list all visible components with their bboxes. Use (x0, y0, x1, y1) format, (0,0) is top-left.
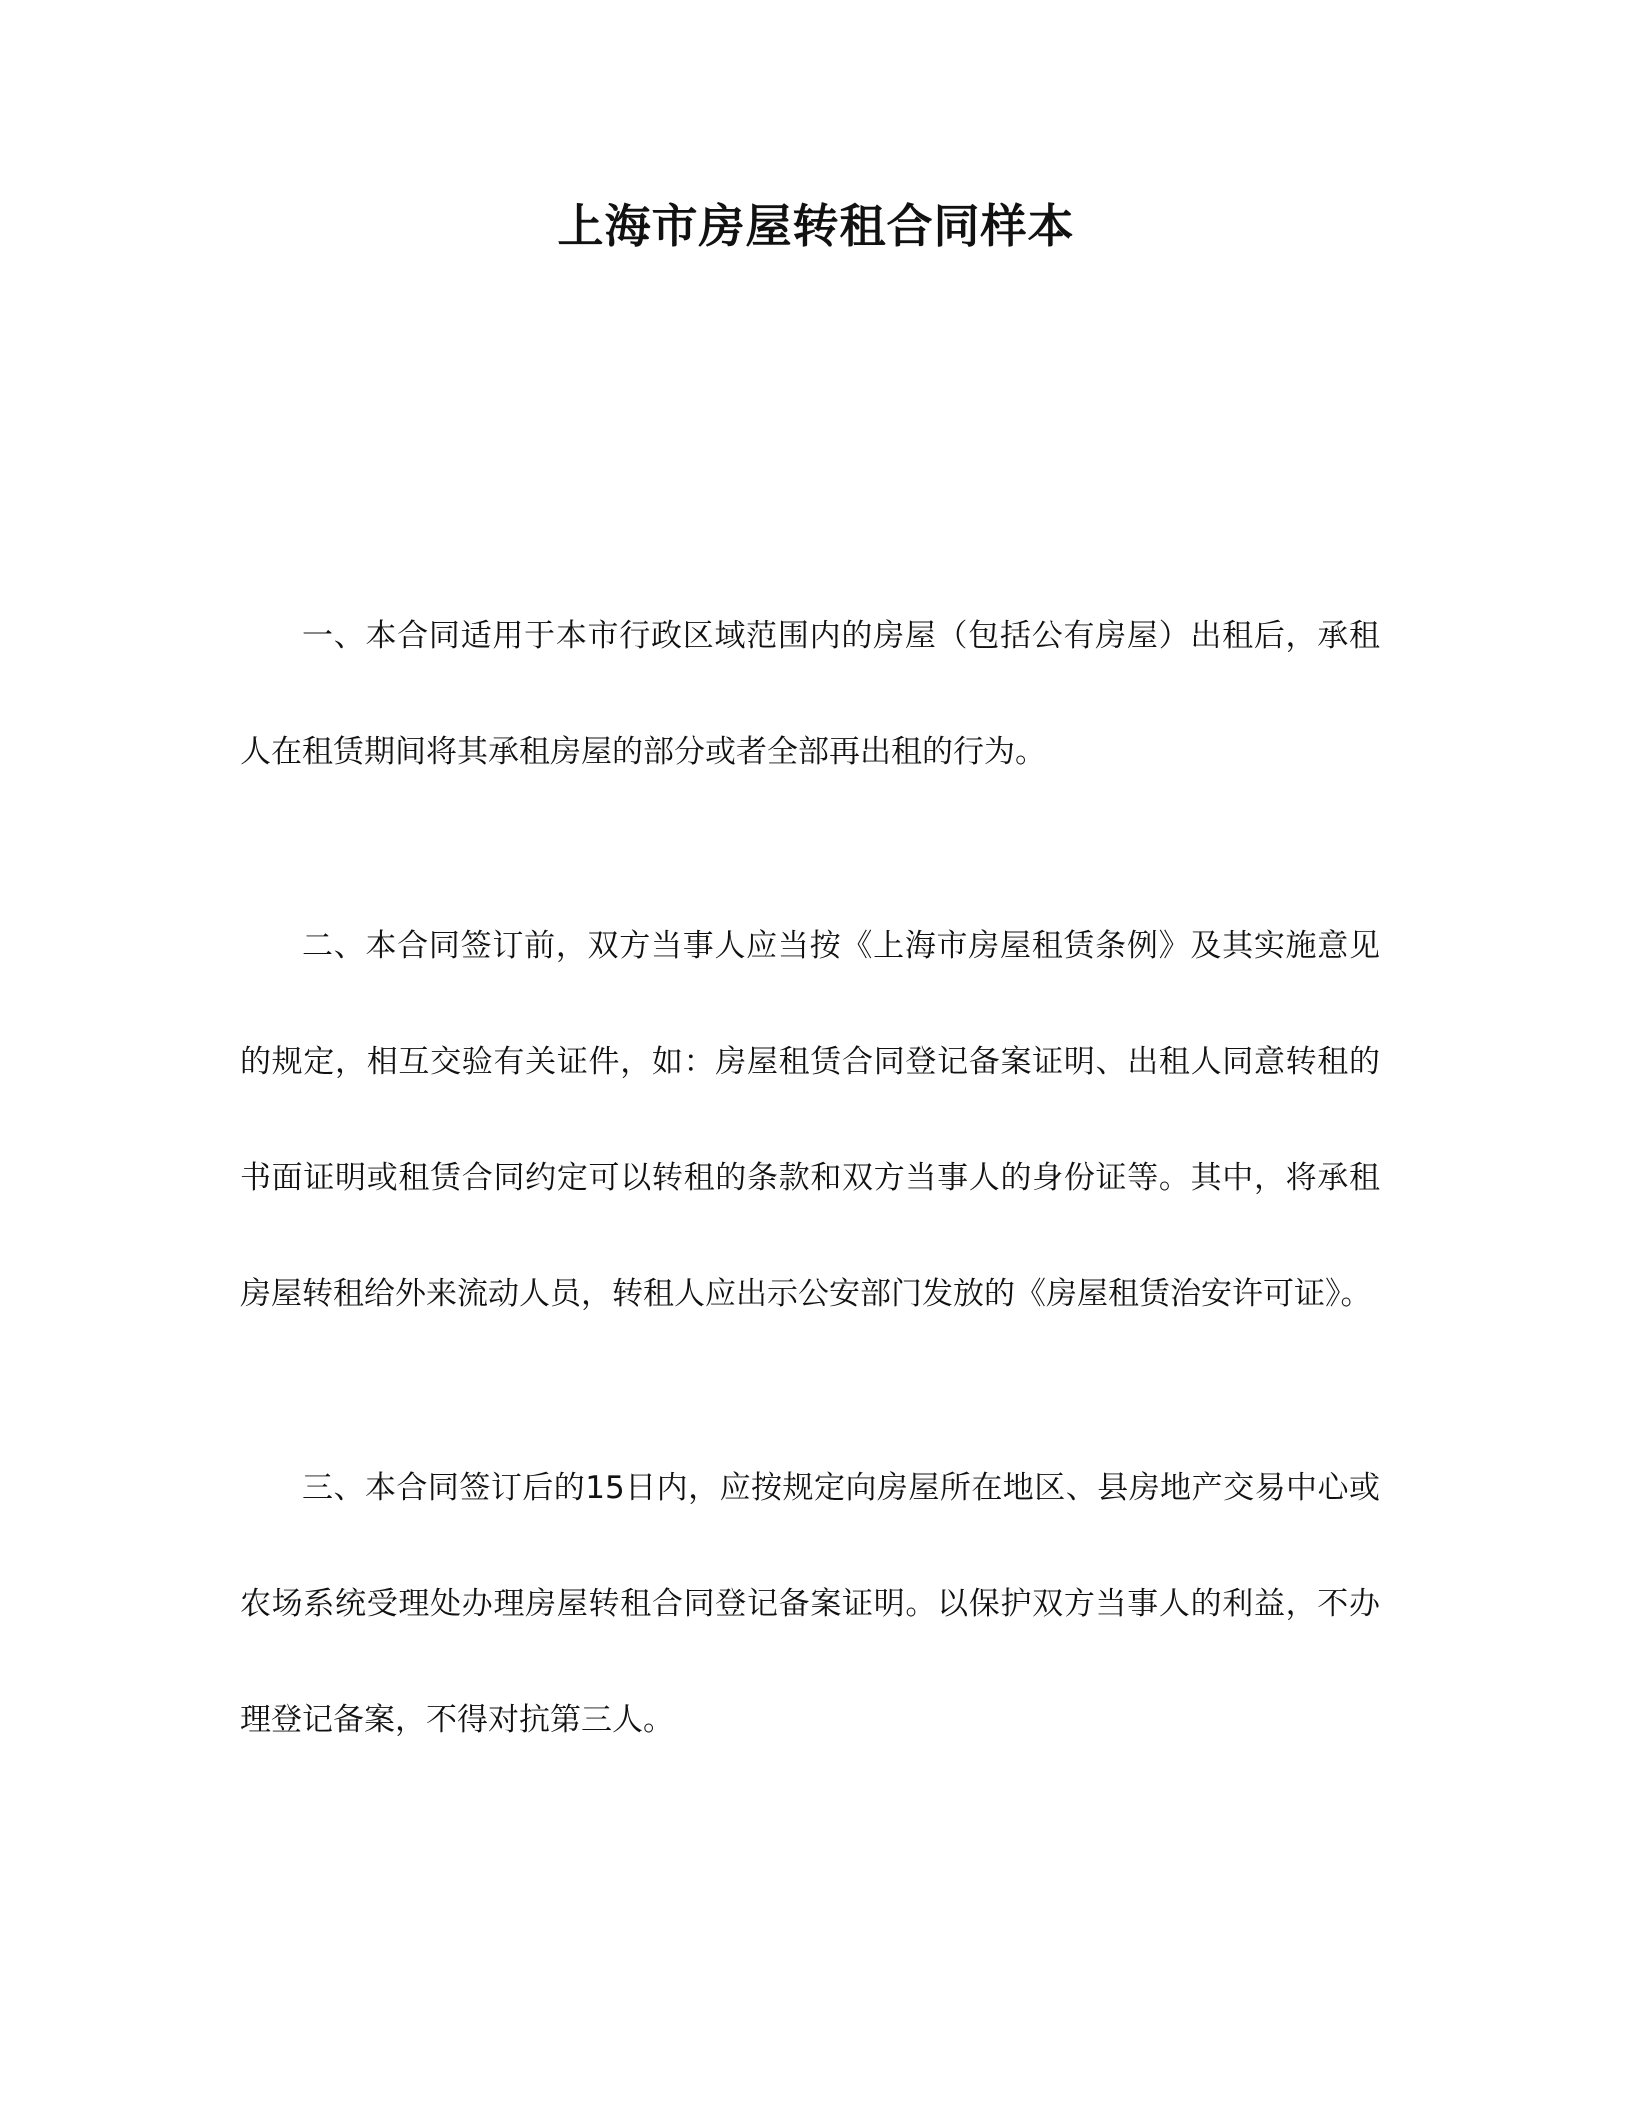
clause-paragraph-2: 二、本合同签订前，双方当事人应当按《上海市房屋租赁条例》及其实施意见的规定，相互交验有关证件，如：房屋租赁合同登记备案证明、出租人同意转租的书面证明或租赁合同约定可以转租的条款和双方当事人的身份证等。其中，将承租房屋转租给外来流动人员，转租人应出示公安部门发放的《房屋租赁治安许可证》。 (240, 928, 1380, 1312)
clause-paragraph-3: 三、本合同签订后的15日内，应按规定向房屋所在地区、县房地产交易中心或农场系统受理处办理房屋转租合同登记备案证明。以保护双方当事人的利益，不办理登记备案，不得对抗第三人。 (240, 1470, 1380, 1738)
document-title: 上海市房屋转租合同样本 (557, 199, 1075, 253)
clause-paragraph-1: 一、本合同适用于本市行政区域范围内的房屋（包括公有房屋）出租后，承租人在租赁期间将其承租房屋的部分或者全部再出租的行为。 (240, 618, 1380, 770)
